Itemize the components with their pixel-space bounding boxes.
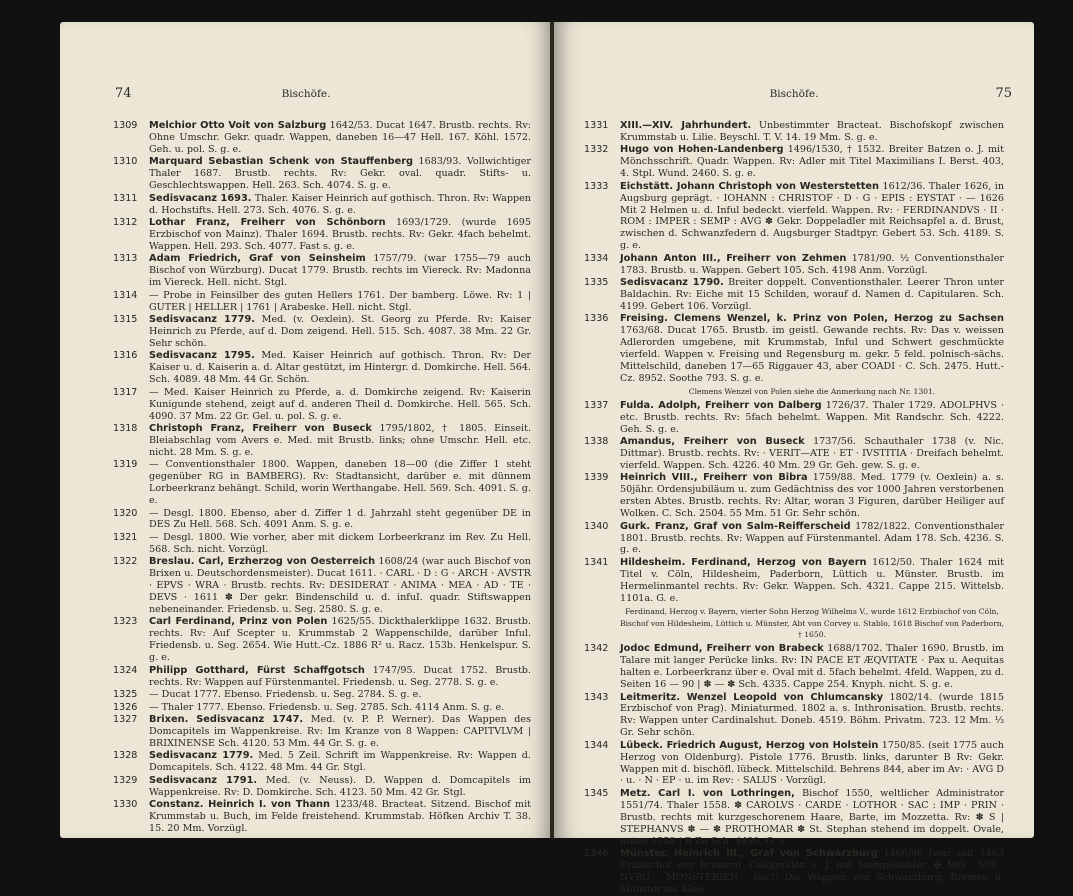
page-number: 75	[995, 86, 1012, 101]
entry-description: 1496/1530, † 1532. Breiter Batzen o. J. mit Mönchsschrift. Quadr. Wappen. Rv: Adler mit Titel Maximilians I. Berst. 403, 4. Stpl. Wund. 2460. S. g. e.	[620, 144, 1004, 180]
entry-number: 1322	[113, 556, 138, 568]
entry-number: 1341	[584, 556, 609, 568]
catalog-entry	[584, 313, 1004, 384]
entry-title: Leitmeritz. Wenzel Leopold von Chlumcansky	[620, 691, 884, 703]
entry-title: Constanz. Heinrich I. von Thann	[149, 799, 331, 811]
running-title: Bischöfe.	[281, 88, 331, 100]
catalog-entry	[584, 120, 1004, 144]
entry-description: Breiter doppelt. Conventionsthaler. Leerer Thron unter Baldachin. Rv: Eiche mit 15 Schilden, worauf d. Namen d. Capitularen. Sch. 4199. Gebert 106. Vorzügl.	[620, 277, 1004, 312]
right-entry-list	[584, 120, 1004, 896]
entry-title: Hugo von Hohen-Landenberg	[620, 144, 784, 156]
entry-number: 1310	[113, 156, 138, 168]
entry-description: 1750/85. (seit 1775 auch Herzog von Oldenburg). Pistole 1776. Brustb. links, darunter B Rv: Gekr. Wappen mit d. bischöfl. lübeck. Mittelschild. Behrens 844, aber im Av: · AVG D · u. · N · EP · u. im Rev: · SALUS · Vorzügl.	[620, 739, 1005, 787]
entry-title: Münster. Heinrich III., Graf von Schwarzburg	[620, 848, 878, 860]
catalog-entry	[584, 557, 1004, 605]
entry-title: Hildesheim. Ferdinand, Herzog von Bayern	[620, 556, 867, 568]
entry-description: 1781/90. ½ Conventionsthaler 1783. Brustb. u. Wappen. Gebert 105. Sch. 4198 Anm. Vorzügl.	[620, 252, 1004, 276]
entry-description: 1757/79. (war 1755—79 auch Bischof von Würzburg). Ducat 1779. Brustb. rechts im Viereck. Rv: Madonna im Viereck. Hell. nicht. Stgl.	[149, 253, 531, 289]
left-page	[60, 22, 552, 838]
entry-title: Lübeck. Friedrich August, Herzog von Holstein	[620, 739, 879, 751]
catalog-entry	[584, 740, 1004, 788]
catalog-entry	[113, 775, 531, 799]
entry-description: 1747/95. Ducat 1752. Brustb. rechts. Rv: Wappen auf Fürstenmantel. Friedensb. u. Seg. 2778. S. g. e.	[149, 664, 531, 688]
entry-title: Christoph Franz, Freiherr von Buseck	[149, 423, 372, 434]
catalog-entry	[113, 350, 531, 386]
entry-description: — Med. Kaiser Heinrich zu Pferde, a. d. Domkirche zeigend. Rv: Kaiserin Kunigunde stehend, zeigt auf d. anderen Theil d. Domkirche. Hell. 565. Sch. 4090. 37 Mm. 22 Gr. Gel. u. pol. S. g. e.	[149, 386, 531, 422]
catalog-entry	[113, 193, 531, 217]
entry-number: 1317	[113, 386, 138, 398]
entry-title: Sedisvacanz 1779.	[149, 750, 254, 762]
entry-description: 1782/1822. Conventionsthaler 1801. Brustb. rechts. Rv: Wappen auf Fürstenmantel. Adam 178. Sch. 4236. S. g. e.	[620, 520, 1005, 556]
entry-number: 1337	[584, 399, 609, 411]
entry-number: 1323	[113, 616, 138, 628]
entry-number: 1334	[584, 252, 609, 264]
entry-number: 1335	[584, 277, 609, 289]
entry-description: 1466/96 (war seit 1463 Erzbischof von Bremen). Goldgulden o. J. mit Stempelfehler. ✠ MO · MO · NVRG · MONSTERIEN · (sic!) Die Wappen von Schwarzburg, Bremen u. Münster ins Klee-	[620, 848, 1004, 895]
book-spread	[40, 0, 1040, 895]
entry-description: — Thaler 1777. Ebenso. Friedensb. u. Seg. 2785. Sch. 4114 Anm. S. g. e.	[149, 701, 505, 713]
entry-title: Sedisvacanz 1790.	[620, 277, 724, 289]
entry-description: — Conventionsthaler 1800. Wappen, daneben 18—00 (die Ziffer 1 steht gegenüber RG in BAMBERG). Rv: Stadtansicht, darüber e. mit dünnem Lorbeerkranz behängt. Schild, worin Werthangabe. Hell. 569. Sch. 4091. S. g. e.	[149, 459, 531, 507]
entry-number: 1336	[584, 313, 609, 325]
entry-number: 1328	[113, 750, 138, 762]
catalog-entry	[584, 144, 1004, 180]
catalog-entry	[113, 290, 531, 314]
entry-description: — Desgl. 1800. Ebenso, aber d. Ziffer 1 d. Jahrzahl steht gegenüber DE in DES Zu Hell. 568. Sch. 4091 Anm. S. g. e.	[149, 507, 531, 531]
entry-description: 1608/24 (war auch Bischof von Brixen u. Deutschordensmeister). Ducat 1611. · CARL · D : G · ARCH · AVSTR · EPVS · WRA · Brustb. rechts. Rv: DESIDERAT · ANIMA · MEA · AD · TE · DEVS · 1611 ✽ Der gekr. Bindenschild u. d. infuI. quadr. Stiftswappen nebeneinander. Friedensb. u. Seg. 2580. S. g. e.	[149, 556, 531, 615]
catalog-entry	[584, 788, 1004, 848]
entry-footnote: Ferdinand, Herzog v. Bayern, vierter Sohn Herzog Wilhelms V., wurde 1612 Erzbischof von Cöln, Bischof von Hildesheim, Lüttich u. Münster, Abt von Corvey u. Stablo, 1618 Bischof von Paderborn, † 1650.	[620, 606, 1005, 640]
entry-number: 1342	[584, 643, 609, 655]
entry-title: Carl Ferdinand, Prinz von Polen	[149, 616, 328, 628]
catalog-entry	[113, 714, 531, 750]
entry-number: 1321	[113, 531, 138, 543]
entry-title: Freising. Clemens Wenzel, k. Prinz von Polen, Herzog zu Sachsen	[620, 313, 1004, 325]
entry-number: 1309	[113, 120, 138, 131]
catalog-entry	[113, 314, 531, 350]
entry-description: — Desgl. 1800. Wie vorher, aber mit dickem Lorbeerkranz im Rev. Zu Hell. 568. Sch. nicht. Vorzügl.	[149, 531, 531, 555]
entry-description: Thaler. Kaiser Heinrich auf gothisch. Thron. Rv: Wappen d. Hochstifts. Hell. 273. Sch. 4076. S. g. e.	[149, 192, 531, 216]
catalog-entry	[584, 643, 1004, 691]
entry-footnote: Clemens Wenzel von Polen siehe die Anmerkung nach Nr. 1301.	[688, 386, 936, 396]
entry-number: 1316	[113, 350, 138, 362]
entry-description: 1737/56. Schauthaler 1738 (v. Nic. Dittmar). Brustb. rechts. Rv: · VERIT—ATE · ET · IVSTITIA · Dreifach behelmt. vierfeld. Wappen. Sch. 4226. 40 Mm. 29 Gr. Geh. gew. S. g. e.	[620, 436, 1004, 471]
entry-number: 1318	[113, 423, 138, 434]
entry-number: 1346	[584, 848, 609, 860]
entry-title: Sedisvacanz 1693.	[149, 192, 252, 204]
catalog-entry	[584, 253, 1004, 277]
right-page	[554, 22, 1034, 895]
entry-description: Med. 5 Zeil. Schrift im Wappenkreise. Rv: Wappen d. Domcapitels. Sch. 4122. 48 Mm. 44 Gr. Stgl.	[149, 750, 531, 774]
entry-description: Bischof 1550, weltlicher Administrator 1551/74. Thaler 1558. ✽ CAROLVS · CARDE · LOTHOR · SAC : IMP · PRIN · Brustb. rechts mit kurzgeschorenem Haare, Barte, im Mozzetta. Rv: ✽ S | STEPHANVS ✽ — ✽ PROTHOMAR ✽ St. Stephan stehend im doppelt. Ovale, unten 1558 | B Zu Sch. 4499. G. e.	[620, 787, 1004, 847]
entry-description: Unbestimmter Bracteat. Bischofskopf zwischen Krummstab u. Lilie. Beyschl. T. V. 14. 19 Mm. S. g. e.	[620, 120, 1004, 143]
entry-title: Jodoc Edmund, Freiherr von Brabeck	[620, 643, 824, 655]
catalog-entry	[113, 156, 531, 192]
entry-number: 1339	[584, 472, 609, 484]
entry-title: Fulda. Adolph, Freiherr von Dalberg	[620, 399, 822, 411]
entry-description: 1795/1802, † 1805. Einseit. Bleiabschlag vom Avers e. Med. mit Brustb. links; ohne Umschr. Hell. etc. nicht. 28 Mm. S. g. e.	[149, 423, 531, 458]
entry-description: 1688/1702. Thaler 1690. Brustb. im Talare mit langer Perücke links. Rv: IN PACE ET ÆQVITATE · Pax u. Aequitas halten e. Lorbeerkranz über e. Oval mit d. 5fach behelmt. 4feld. Wappen, zu d. Seiten 16 — 90 | ✽ — ✽ Sch. 4335. Cappe 254. Knyph. nicht. S. g. e.	[620, 643, 1004, 691]
catalog-entry	[584, 472, 1004, 520]
entry-number: 1320	[113, 507, 138, 519]
entry-title: Gurk. Franz, Graf von Salm-Reifferscheid	[620, 520, 851, 532]
entry-title: Adam Friedrich, Graf von Seinsheim	[149, 253, 366, 265]
entry-title: XIII.—XIV. Jahrhundert.	[620, 120, 752, 131]
entry-description: 1693/1729. (wurde 1695 Erzbischof von Mainz). Thaler 1694. Brustb. rechts. Rv: Gekr. 4fach behelmt. Wappen. Hell. 293. Sch. 4077. Fast s. g. e.	[149, 217, 531, 252]
catalog-entry	[584, 181, 1004, 252]
entry-description: Med. (v. P. P. Werner). Das Wappen des Domcapitels im Wappenkreise. Rv: Im Kranze von 8 Wappen: CAPITVLVM | BRIXINENSE Sch. 4120. 53 Mm. 44 Gr. S. g. e.	[149, 714, 531, 749]
catalog-entry	[113, 217, 531, 253]
catalog-entry	[113, 423, 531, 459]
entry-title: Philipp Gotthard, Fürst Schaffgotsch	[149, 664, 365, 676]
entry-title: Sedisvacanz 1795.	[149, 350, 255, 362]
catalog-entry	[584, 692, 1004, 740]
catalog-entry	[113, 120, 531, 156]
catalog-entry	[584, 400, 1004, 436]
catalog-entry	[113, 556, 531, 616]
entry-description: 1612/36. Thaler 1626, in Augsburg geprägt. · IOHANN : CHRISTOF · D · G · EPIS : EYSTAT · — 1626 Mit 2 Helmen u. d. Inful bedeckt. vierfeld. Wappen. Rv: · FERDINANDVS · II · ROM : IMPER : SEMP : AVG ✽ Gekr. Doppeladler mit Reichsapfel a. d. Brust, zwischen d. Schwanzfedern d. Augsburger Stadtpyr. Gebert 53. Sch. 4189. S. g. e.	[620, 180, 1004, 252]
entry-title: Sedisvacanz 1791.	[149, 774, 258, 786]
catalog-entry	[584, 521, 1004, 557]
entry-number: 1340	[584, 520, 609, 532]
entry-description: 1642/53. Ducat 1647. Brustb. rechts. Rv: Ohne Umschr. Gekr. quadr. Wappen, daneben 16—47 Hell. 167. Köhl. 1572. Geh. u. pol. S. g. e.	[149, 120, 531, 155]
entry-description: 1763/68. Ducat 1765. Brustb. im geistl. Gewande rechts. Rv: Das v. weissen Adlerorden umgebene, mit Krummstab, Inful und Schwert geschmückte vierfeld. Wappen v. Freising und Regensburg m. gekr. 5 feld. polnisch-sächs. Mittelschild, daneben 17—65 Riggauer 43, aber COADI · C. Sch. 2475. Hutt.-Cz. 8952. Soothe 793. S. g. e.	[620, 325, 1004, 384]
running-title: Bischöfe.	[769, 88, 819, 100]
entry-title: Marquard Sebastian Schenk von Stauffenberg	[149, 156, 414, 168]
entry-title: Brixen. Sedisvacanz 1747.	[149, 714, 304, 726]
entry-number: 1324	[113, 664, 138, 676]
entry-number: 1343	[584, 691, 609, 703]
entry-number: 1315	[113, 314, 138, 326]
entry-title: Johann Anton III., Freiherr von Zehmen	[620, 252, 847, 264]
catalog-entry	[113, 253, 531, 289]
entry-number: 1333	[584, 180, 609, 192]
catalog-entry	[113, 750, 531, 774]
catalog-entry	[584, 277, 1004, 313]
entry-number: 1344	[584, 739, 609, 751]
catalog-entry	[113, 459, 531, 507]
catalog-entry	[113, 387, 531, 423]
catalog-entry	[113, 702, 531, 714]
page-number: 74	[115, 86, 132, 101]
entry-number: 1330	[113, 799, 138, 811]
catalog-entry	[584, 436, 1004, 472]
entry-number: 1319	[113, 459, 138, 471]
left-entry-list	[113, 120, 531, 836]
entry-description: Med. (v. Oexlein). St. Georg zu Pferde. Rv: Kaiser Heinrich zu Pferde, auf d. Dom zeigend. Hell. 515. Sch. 4087. 38 Mm. 22 Gr. Sehr schön.	[149, 314, 531, 349]
entry-number: 1327	[113, 714, 138, 726]
entry-title: Breslau. Carl, Erzherzog von Oesterreich	[149, 556, 376, 568]
entry-number: 1311	[113, 192, 138, 204]
catalog-entry	[113, 616, 531, 664]
entry-number: 1314	[113, 289, 138, 301]
entry-description: 1683/93. Vollwichtiger Thaler 1687. Brustb. rechts. Rv: Gekr. oval. quadr. Stifts- u. Geschlechtswappen. Hell. 263. Sch. 4074. S. g. e.	[149, 156, 531, 192]
entry-description: — Probe in Feinsilber des guten Hellers 1761. Der bamberg. Löwe. Rv: 1 | GUTER | HELLER | 1761 | Arabeske. Hell. nicht. Stgl.	[149, 289, 531, 313]
entry-number: 1326	[113, 701, 138, 713]
entry-number: 1332	[584, 144, 609, 156]
entry-description: Med. (v. Neuss). D. Wappen d. Domcapitels im Wappenkreise. Rv: D. Domkirche. Sch. 4123. 50 Mm. 42 Gr. Stgl.	[149, 774, 531, 798]
entry-description: 1726/37. Thaler 1729. ADOLPHVS · etc. Brustb. rechts. Rv: 5fach behelmt. Wappen. Mit Randschr. Sch. 4222. Geh. S. g. e.	[620, 399, 1004, 435]
entry-number: 1325	[113, 689, 138, 701]
catalog-entry	[113, 689, 531, 701]
entry-description: 1802/14. (wurde 1815 Erzbischof von Prag). Miniaturmed. 1802 a. s. Inthronisation. Brustb. rechts. Rv: Wappen unter Cardinalshut. Doneb. 4519. Böhm. Privatm. 723. 12 Mm. ⅓ Gr. Sehr schön.	[620, 691, 1004, 739]
entry-number: 1345	[584, 787, 609, 799]
entry-number: 1329	[113, 774, 138, 786]
entry-title: Lothar Franz, Freiherr von Schönborn	[149, 217, 386, 229]
entry-number: 1338	[584, 436, 609, 448]
catalog-entry	[584, 848, 1004, 896]
entry-title: Sedisvacanz 1779.	[149, 314, 255, 326]
catalog-entry	[113, 532, 531, 556]
entry-description: 1759/88. Med. 1779 (v. Oexlein) a. s. 50jähr. Ordensjubiläum u. zum Gedächtniss des vor 1000 Jahren verstorbenen ersten Abtes. Brustb. rechts. Rv: Altar, woran 3 Figuren, darüber Heiliger auf Wolken. C. Sch. 2504. 55 Mm. 51 Gr. Sehr schön.	[620, 472, 1004, 520]
entry-title: Metz. Carl I. von Lothringen,	[620, 787, 795, 799]
catalog-entry	[113, 508, 531, 532]
catalog-entry	[113, 665, 531, 689]
entry-title: Eichstätt. Johann Christoph von Westerstetten	[620, 180, 880, 192]
entry-title: Amandus, Freiherr von Buseck	[620, 436, 805, 448]
entry-title: Heinrich VIII., Freiherr von Bibra	[620, 472, 808, 484]
entry-description: 1612/50. Thaler 1624 mit Titel v. Cöln, Hildesheim, Paderborn, Lüttich u. Münster. Brustb. im Hermelinmantel rechts. Rv: Gekr. Wappen. Sch. 4321. Cappe 215. Wittelsb. 1101a. G. e.	[620, 556, 1004, 604]
entry-description: — Ducat 1777. Ebenso. Friedensb. u. Seg. 2784. S. g. e.	[149, 689, 422, 701]
entry-number: 1312	[113, 217, 138, 229]
entry-description: 1233/48. Bracteat. Sitzend. Bischof mit Krummstab u. Buch, im Felde freistehend. Krummstab. Höfken Archiv T. 38. 15. 20 Mm. Vorzügl.	[149, 799, 532, 835]
entry-description: 1625/55. Dickthalerklippe 1632. Brustb. rechts. Rv: Auf Scepter u. Krummstab 2 Wappenschilde, darüber Inful. Friedensb. u. Seg. 2654. Wie Hutt.-Cz. 1886 R² u. Racz. 153b. Henkelspur. S. g. e.	[149, 616, 531, 664]
entry-title: Melchior Otto Voit von Salzburg	[149, 120, 327, 131]
catalog-entry	[113, 799, 531, 835]
entry-number: 1313	[113, 253, 138, 265]
entry-number: 1331	[584, 120, 609, 131]
entry-description: Med. Kaiser Heinrich auf gothisch. Thron. Rv: Der Kaiser u. d. Kaiserin a. d. Altar gestützt, im Hintergr. d. Domkirche. Hell. 564. Sch. 4089. 48 Mm. 44 Gr. Schön.	[149, 350, 531, 386]
